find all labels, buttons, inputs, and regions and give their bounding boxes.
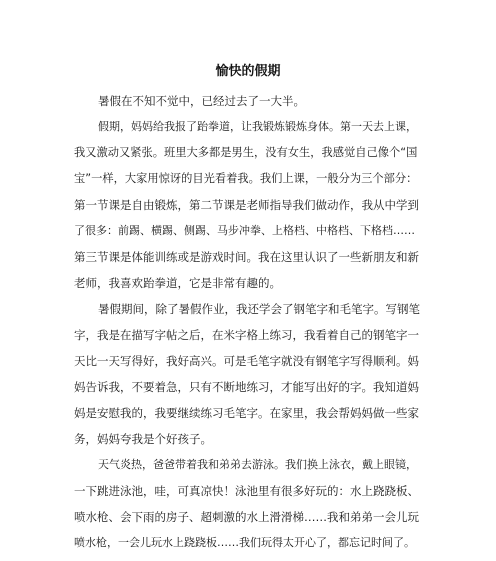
paragraph-line: 假期，妈妈给我报了跆拳道，让我锻炼锻炼身体。第一天去上课， [98,120,417,133]
paragraph-line: 字，我是在描写字帖之后，在米字格上练习，我看着自己的钢笔字一 [74,328,419,342]
paragraph-line: 喷水枪，一会儿玩水上跷跷板……我们玩得太开心了，都忘记时间了。 [74,536,415,549]
paragraph-line: 暑假期间，除了暑假作业，我还学会了钢笔字和毛笔字。写钢笔 [98,302,420,316]
paragraph-line: 宝”一样，大家用惊讶的目光看着我。我们上课，一般分为三个部分： [74,172,418,185]
paragraph-line: 第三节课是体能训练或是游戏时间。我在这里认识了一些新朋友和新 [74,250,419,264]
document-title: 愉快的假期 [215,64,281,79]
paragraph-line: 妈是安慰我的，我要继续练习毛笔字。在家里，我会帮妈妈做一些家 [74,406,419,420]
paragraph-line: 一下跳进泳池，哇，可真凉快！泳池里有很多好玩的：水上跷跷板、 [74,484,419,498]
paragraph-line: 了很多：前踢、横踢、侧踢、马步冲拳、上格档、中格档、下格档…… [74,224,415,237]
paragraph-line: 老师，我喜欢跆拳道，它是非常有趣的。 [74,276,281,290]
paragraph-line: 务，妈妈夸我是个好孩子。 [74,432,212,446]
paragraph-line: 暑假在不知不觉中，已经过去了一大半。 [98,94,305,108]
paragraph-line: 天比一天写得好，我好高兴。可是毛笔字就没有钢笔字写得顺利。妈 [74,354,419,368]
paragraph-line: 天气炎热，爸爸带着我和弟弟去游泳。我们换上泳衣，戴上眼镜， [98,458,417,471]
paragraph-line: 我又激动又紧张。班里大多都是男生，没有女生，我感觉自己像个“国 [74,146,418,159]
paragraph-line: 第一节课是自由锻炼，第二节课是老师指导我们做动作，我从中学到 [74,198,419,212]
paragraph-line: 妈告诉我，不要着急，只有不断地练习，才能写出好的字。我知道妈 [74,380,419,394]
paragraph-line: 喷水枪、会下雨的房子、超刺激的水上滑滑梯……我和弟弟一会儿玩 [74,510,419,524]
